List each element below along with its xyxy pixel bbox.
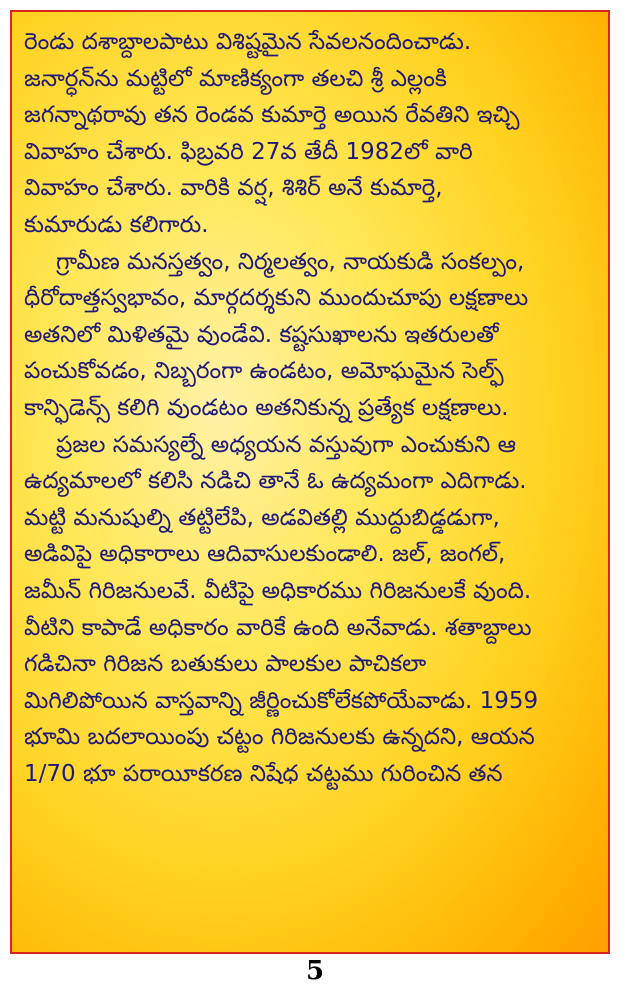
- text-block: [24, 24, 598, 792]
- text-line: పంచుకోవడం, నిబ్బరంగా ఉండటం, అమోఘమైన సెల్ఫ్: [24, 358, 504, 385]
- paragraph-1: [24, 24, 598, 244]
- text-line: గడిచినా గిరిజన బతుకులు పాలకుల పాచికలా: [24, 651, 427, 678]
- paragraph-2: [24, 244, 598, 427]
- text-line: ఉద్యమాలలో కలిసి నడిచి తానే ఓ ఉద్యమంగా ఎదిగాడు.: [24, 468, 527, 495]
- text-line: కాన్ఫిడెన్స్ కలిగి వుండటం అతనికున్న ప్రత్యేక లక్షణాలు.: [24, 394, 509, 421]
- text-line: గ్రామీణ మనస్తత్వం, నిర్మలత్వం, నాయకుడి సంకల్పం,: [56, 248, 525, 275]
- text-line: జగన్నాథరావు తన రెండవ కుమార్తె అయిన రేవతిని ఇచ్చి: [24, 102, 520, 129]
- text-line: ధీరోదాత్తస్వభావం, మార్గదర్శకుని ముందుచూపు లక్షణాలు: [24, 285, 529, 312]
- text-line: ప్రజల సమస్యల్నే అధ్యయన వస్తువుగా ఎంచుకుని ఆ: [56, 431, 516, 458]
- text-line: 1/70 భూ పరాయీకరణ నిషేధ చట్టము గురించిన తన: [24, 760, 503, 787]
- paragraph-3: [24, 427, 598, 793]
- text-line: అడివిపై అధికారాలు ఆదివాసులకుండాలి. జల్, జంగల్,: [24, 541, 506, 568]
- page-box: [10, 10, 610, 954]
- text-line: వీటిని కాపాడే అధికారం వారికే ఉంది అనేవాడు. శతాబ్దాలు: [24, 614, 532, 641]
- text-line: అతనిలో మిళితమై వుండేవి. కష్టసుఖాలను ఇతరులతో: [24, 321, 499, 348]
- page-number: 5: [305, 956, 325, 986]
- text-line: వివాహం చేశారు. ఫిబ్రవరి 27వ తేదీ 1982లో వారి: [24, 138, 473, 165]
- text-line: రెండు దశాబ్దాలపాటు విశిష్టమైన సేవలనందించాడు.: [24, 29, 472, 55]
- text-line: వివాహం చేశారు. వారికి వర్ష, శిశిర్ అనే కుమార్తె,: [24, 175, 443, 202]
- text-line: జమీన్ గిరిజనులవే. వీటిపై అధికారము గిరిజనులకే వుంది.: [24, 577, 532, 604]
- text-line: మట్టి మనుషుల్ని తట్టిలేపి, అడవితల్లి ముద్దుబిడ్డడుగా,: [24, 504, 500, 531]
- text-line: కుమారుడు కలిగారు.: [24, 211, 209, 238]
- text-line: భూమి బదలాయింపు చట్టం గిరిజనులకు ఉన్నదని, ఆయన: [24, 724, 535, 751]
- text-line: జనార్ధన్‌ను మట్టిలో మాణిక్యంగా తలచి శ్రీ ఎల్లంకి: [24, 65, 447, 92]
- text-line: మిగిలిపోయిన వాస్తవాన్ని జీర్ణించుకోలేకపోయేవాడు. 1959: [24, 687, 539, 714]
